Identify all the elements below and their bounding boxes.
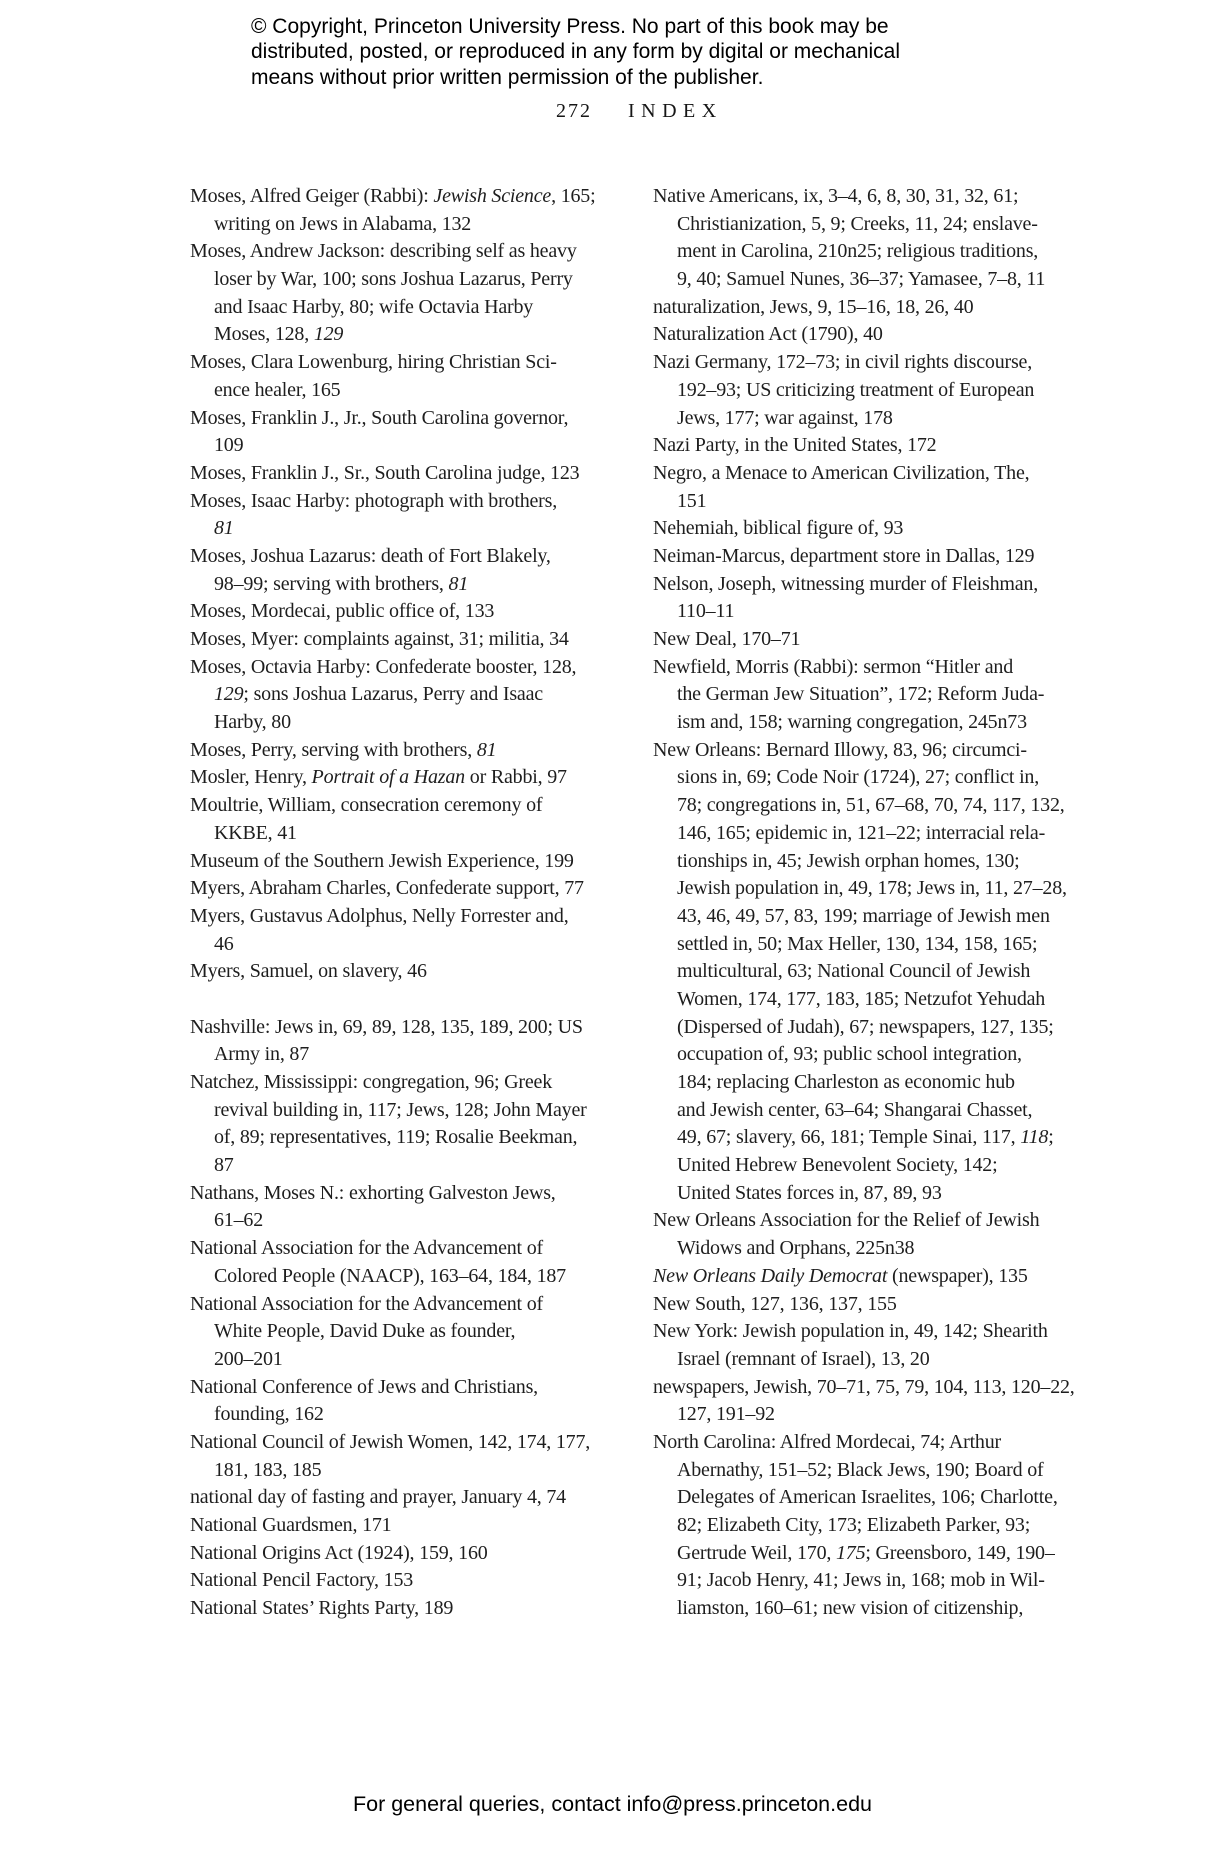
index-text-italic: 175 (835, 1541, 866, 1564)
copyright-notice-line: © Copyright, Princeton University Press. No part of this book may be (251, 15, 889, 38)
index-line (190, 211, 602, 239)
page-number: 272 (556, 100, 592, 122)
index-text: Nehemiah, biblical figure of, 93 (653, 517, 904, 540)
index-text: Nazi Party, in the United States, 172 (653, 434, 937, 457)
index-text: Moses, Alfred Geiger (Rabbi): (190, 185, 434, 207)
copyright-notice (251, 14, 900, 90)
index-text: (newspaper), 135 (887, 1264, 1028, 1287)
index-line (190, 1097, 602, 1125)
index-line (190, 1457, 602, 1485)
index-line (190, 1595, 602, 1623)
index-line (653, 294, 1073, 322)
index-text: Widows and Orphans, 225n38 (677, 1237, 915, 1260)
index-text: the German Jew Situation”, 172; Reform Juda- (677, 683, 1045, 706)
index-text: 98–99; serving with brothers, (214, 572, 449, 595)
index-text: Moses, Mordecai, public office of, 133 (190, 600, 495, 623)
index-text: Native Americans, ix, 3–4, 6, 8, 30, 31, 32, 61; (653, 185, 1019, 207)
index-line (653, 709, 1073, 737)
index-line (653, 543, 1073, 571)
index-line (653, 626, 1073, 654)
index-text: Newfield, Morris (Rabbi): sermon “Hitler and (653, 655, 1013, 678)
index-text: National Guardsmen, 171 (190, 1514, 392, 1536)
index-text: Harby, 80 (214, 711, 291, 734)
index-line (653, 1152, 1073, 1180)
index-text: 43, 46, 49, 57, 83, 199; marriage of Jewish men (677, 904, 1050, 927)
index-line (653, 1595, 1073, 1623)
index-text: National Association for the Advancement of (190, 1237, 543, 1260)
index-text: and Jewish center, 63–64; Shangarai Chasset, (677, 1098, 1033, 1121)
index-line (653, 377, 1073, 405)
index-text: Nelson, Joseph, witnessing murder of Fleishman, (653, 572, 1039, 595)
index-line (653, 598, 1073, 626)
index-text: Moses, Perry, serving with brothers, (190, 738, 477, 761)
index-text: of, 89; representatives, 119; Rosalie Beekman, (214, 1126, 578, 1149)
index-text: Naturalization Act (1790), 40 (653, 323, 883, 346)
index-text-italic: Portrait of a Hazan (311, 766, 465, 789)
index-text: Myers, Abraham Charles, Confederate support, 77 (190, 877, 584, 900)
index-text: writing on Jews in Alabama, 132 (214, 212, 472, 235)
index-line (190, 1429, 602, 1457)
copyright-notice-line: means without prior written permission of the publisher. (251, 65, 764, 89)
index-line (190, 1401, 602, 1429)
index-right-column (653, 183, 1073, 1623)
index-text: Colored People (NAACP), 163–64, 184, 187 (214, 1264, 566, 1287)
index-line (653, 1235, 1073, 1263)
index-line (190, 543, 602, 571)
index-text: 192–93; US criticizing treatment of European (677, 378, 1035, 401)
index-text: Museum of the Southern Jewish Experience, 199 (190, 849, 574, 872)
index-line (190, 1041, 602, 1069)
index-text: liamston, 160–61; new vision of citizenship, (677, 1597, 1024, 1620)
index-line (653, 488, 1073, 516)
index-text: 127, 191–92 (677, 1403, 775, 1426)
index-text: 200–201 (214, 1347, 283, 1370)
index-text: , 165; (551, 185, 596, 207)
index-line (190, 321, 602, 349)
index-line (653, 183, 1073, 211)
index-text: Moses, Myer: complaints against, 31; militia, 34 (190, 628, 569, 650)
index-text: loser by War, 100; sons Joshua Lazarus, Perry (214, 268, 573, 291)
index-text: and Isaac Harby, 80; wife Octavia Harby (214, 295, 534, 318)
index-line (190, 931, 602, 959)
index-line (190, 626, 602, 654)
index-line (653, 1263, 1073, 1291)
index-text: 109 (214, 434, 244, 457)
index-text: Moses, Isaac Harby: photograph with brothers, (190, 489, 558, 512)
index-text-italic: New Orleans Daily Democrat (653, 1264, 888, 1287)
index-text: New Deal, 170–71 (653, 628, 801, 650)
index-line (653, 432, 1073, 460)
index-text: Jews, 177; war against, 178 (677, 406, 893, 429)
index-text: 9, 40; Samuel Nunes, 36–37; Yamasee, 7–8, 11 (677, 268, 1046, 291)
index-text: revival building in, 117; Jews, 128; John Mayer (214, 1098, 587, 1121)
index-line (653, 848, 1073, 876)
index-line (653, 1429, 1073, 1457)
index-line (653, 1124, 1073, 1152)
index-line (190, 1567, 602, 1595)
index-text: ; sons Joshua Lazarus, Perry and Isaac (243, 683, 543, 706)
index-group-gap (190, 986, 602, 1014)
index-text: naturalization, Jews, 9, 15–16, 18, 26, 40 (653, 295, 974, 318)
index-text: founding, 162 (214, 1403, 324, 1426)
index-text: White People, David Duke as founder, (214, 1320, 516, 1343)
index-text: 87 (214, 1154, 234, 1177)
index-text: 49, 67; slavery, 66, 181; Temple Sinai, 117, (677, 1126, 1021, 1149)
index-text: occupation of, 93; public school integration, (677, 1043, 1022, 1066)
index-text: ism and, 158; warning congregation, 245n73 (677, 711, 1027, 734)
index-text: Delegates of American Israelites, 106; Charlotte, (677, 1486, 1058, 1509)
index-text: United States forces in, 87, 89, 93 (677, 1181, 942, 1204)
index-text: 82; Elizabeth City, 173; Elizabeth Parker, 93; (677, 1514, 1031, 1536)
index-line (653, 654, 1073, 682)
index-text: New Orleans: Bernard Illowy, 83, 96; circumci- (653, 738, 1027, 761)
index-line (653, 986, 1073, 1014)
index-text: National Association for the Advancement of (190, 1292, 543, 1315)
index-line (190, 681, 602, 709)
index-line (653, 737, 1073, 765)
index-text: ment in Carolina, 210n25; religious traditions, (677, 240, 1039, 263)
index-text: 184; replacing Charleston as economic hub (677, 1071, 1015, 1093)
index-line (653, 903, 1073, 931)
index-text: Moses, Octavia Harby: Confederate booster, 128, (190, 655, 577, 678)
index-text: Moses, Joshua Lazarus: death of Fort Blakely, (190, 544, 551, 567)
index-line (190, 266, 602, 294)
index-line (190, 1318, 602, 1346)
index-text: national day of fasting and prayer, January 4, 74 (190, 1486, 566, 1509)
index-text: settled in, 50; Max Heller, 130, 134, 158, 165; (677, 932, 1038, 955)
running-head (556, 100, 723, 123)
index-line (190, 432, 602, 460)
index-line (653, 1457, 1073, 1485)
index-text: newspapers, Jewish, 70–71, 75, 79, 104, 113, 120–22, (653, 1375, 1075, 1398)
index-text: National Pencil Factory, 153 (190, 1569, 414, 1592)
index-line (190, 1124, 602, 1152)
index-text: National Origins Act (1924), 159, 160 (190, 1541, 488, 1564)
index-text-italic: 81 (476, 738, 497, 761)
index-text: Moultrie, William, consecration ceremony of (190, 794, 543, 817)
index-line (190, 488, 602, 516)
index-line (653, 1097, 1073, 1125)
index-text: Gertrude Weil, 170, (677, 1541, 836, 1564)
index-line (653, 211, 1073, 239)
index-text: Christianization, 5, 9; Creeks, 11, 24; enslave- (677, 212, 1038, 235)
index-text: 146, 165; epidemic in, 121–22; interracial rela- (677, 821, 1046, 844)
index-text: National Conference of Jews and Christians, (190, 1375, 538, 1398)
index-line (190, 1014, 602, 1042)
index-line (190, 405, 602, 433)
index-text: ; (1048, 1126, 1054, 1149)
index-line (653, 1291, 1073, 1319)
index-line (653, 1512, 1073, 1540)
index-text-italic: 81 (448, 572, 469, 595)
index-text: Nashville: Jews in, 69, 89, 128, 135, 189, 200; US (190, 1015, 583, 1038)
index-text: United Hebrew Benevolent Society, 142; (677, 1154, 998, 1177)
index-text: 78; congregations in, 51, 67–68, 70, 74, 117, 132, (677, 794, 1065, 817)
index-text: 91; Jacob Henry, 41; Jews in, 168; mob in Wil- (677, 1569, 1045, 1592)
index-line (653, 405, 1073, 433)
index-text: Natchez, Mississippi: congregation, 96; Greek (190, 1071, 553, 1093)
index-line (653, 1041, 1073, 1069)
index-line (190, 1374, 602, 1402)
index-text: New Orleans Association for the Relief of Jewish (653, 1209, 1040, 1232)
index-text: ence healer, 165 (214, 378, 341, 401)
index-text: 151 (677, 489, 707, 512)
index-line (190, 1512, 602, 1540)
index-line (190, 1540, 602, 1568)
index-line (653, 1207, 1073, 1235)
index-line (653, 1014, 1073, 1042)
index-text: KKBE, 41 (214, 821, 297, 844)
index-line (190, 1291, 602, 1319)
index-line (190, 1235, 602, 1263)
index-text: sions in, 69; Code Noir (1724), 27; conflict in, (677, 766, 1040, 789)
index-text: Myers, Gustavus Adolphus, Nelly Forrester and, (190, 904, 569, 927)
index-line (190, 238, 602, 266)
index-text: National States’ Rights Party, 189 (190, 1597, 454, 1620)
index-text: 61–62 (214, 1209, 264, 1232)
index-text-italic: 81 (214, 517, 234, 540)
index-line (190, 709, 602, 737)
index-text-italic: 129 (313, 323, 344, 346)
index-line (190, 903, 602, 931)
index-text: or Rabbi, 97 (464, 766, 567, 789)
index-line (190, 792, 602, 820)
index-text: Neiman-Marcus, department store in Dallas, 129 (653, 544, 1035, 567)
index-text: multicultural, 63; National Council of Jewish (677, 960, 1031, 983)
index-line (190, 1180, 602, 1208)
index-line (190, 1069, 602, 1097)
index-text: Mosler, Henry, (190, 766, 312, 789)
index-line (653, 571, 1073, 599)
index-line (653, 460, 1073, 488)
index-text: Negro, a Menace to American Civilization, The, (653, 461, 1030, 484)
index-text: Women, 174, 177, 183, 185; Netzufot Yehudah (677, 987, 1046, 1010)
index-line (653, 515, 1073, 543)
index-line (653, 875, 1073, 903)
index-header-label: INDEX (628, 100, 723, 122)
index-text: National Council of Jewish Women, 142, 174, 177, (190, 1430, 591, 1453)
index-text: tionships in, 45; Jewish orphan homes, 130; (677, 849, 1020, 872)
index-text: North Carolina: Alfred Mordecai, 74; Arthur (653, 1430, 1001, 1453)
index-line (653, 764, 1073, 792)
index-text-italic: 129 (214, 683, 244, 706)
index-text: Army in, 87 (214, 1043, 310, 1066)
index-line (190, 764, 602, 792)
index-line (653, 1540, 1073, 1568)
index-line (190, 1484, 602, 1512)
index-line (190, 571, 602, 599)
index-line (653, 1567, 1073, 1595)
index-line (190, 820, 602, 848)
index-line (190, 875, 602, 903)
index-line (653, 238, 1073, 266)
index-text: 110–11 (677, 600, 735, 623)
index-line (653, 266, 1073, 294)
index-text-italic: 118 (1020, 1126, 1049, 1149)
index-line (190, 515, 602, 543)
index-text: ; Greensboro, 149, 190– (865, 1541, 1055, 1564)
index-line (653, 349, 1073, 377)
index-text: Jewish population in, 49, 178; Jews in, 11, 27–28, (677, 877, 1067, 900)
index-line (190, 598, 602, 626)
index-text: Nathans, Moses N.: exhorting Galveston Jews, (190, 1181, 556, 1204)
index-line (653, 820, 1073, 848)
index-line (653, 1069, 1073, 1097)
index-line (190, 654, 602, 682)
index-text: 46 (214, 932, 234, 955)
index-line (190, 1207, 602, 1235)
index-text: Abernathy, 151–52; Black Jews, 190; Board of (677, 1458, 1044, 1481)
index-line (653, 1318, 1073, 1346)
index-text: Moses, 128, (214, 323, 314, 346)
index-line (653, 321, 1073, 349)
index-line (653, 931, 1073, 959)
index-text: (Dispersed of Judah), 67; newspapers, 127, 135; (677, 1015, 1054, 1038)
index-line (190, 1263, 602, 1291)
index-left-column (190, 183, 602, 1623)
index-line (190, 1152, 602, 1180)
index-text: Nazi Germany, 172–73; in civil rights discourse, (653, 351, 1033, 374)
index-text: Moses, Andrew Jackson: describing self as heavy (190, 240, 577, 263)
index-line (653, 958, 1073, 986)
index-text: Moses, Franklin J., Jr., South Carolina governor, (190, 406, 569, 429)
index-text: Moses, Clara Lowenburg, hiring Christian Sci- (190, 351, 557, 374)
index-line (190, 737, 602, 765)
index-line (653, 1401, 1073, 1429)
index-line (190, 460, 602, 488)
index-line (653, 1484, 1073, 1512)
footer-contact-line: For general queries, contact info@press.princeton.edu (352, 1792, 872, 1816)
index-text-italic: Jewish Science (433, 185, 552, 207)
index-line (190, 183, 602, 211)
index-line (653, 1346, 1073, 1374)
index-text: New York: Jewish population in, 49, 142; Shearith (653, 1320, 1048, 1343)
index-line (653, 1180, 1073, 1208)
index-text: Moses, Franklin J., Sr., South Carolina judge, 123 (190, 461, 580, 484)
index-line (653, 1374, 1073, 1402)
index-text: 181, 183, 185 (214, 1458, 322, 1481)
index-line (653, 681, 1073, 709)
index-line (190, 294, 602, 322)
index-text: Myers, Samuel, on slavery, 46 (190, 960, 427, 983)
index-line (190, 377, 602, 405)
index-line (190, 958, 602, 986)
index-text: New South, 127, 136, 137, 155 (653, 1292, 897, 1315)
index-line (653, 792, 1073, 820)
index-text: Israel (remnant of Israel), 13, 20 (677, 1347, 930, 1370)
copyright-notice-line: distributed, posted, or reproduced in any form by digital or mechanical (251, 40, 901, 64)
index-line (190, 349, 602, 377)
index-line (190, 848, 602, 876)
index-line (190, 1346, 602, 1374)
